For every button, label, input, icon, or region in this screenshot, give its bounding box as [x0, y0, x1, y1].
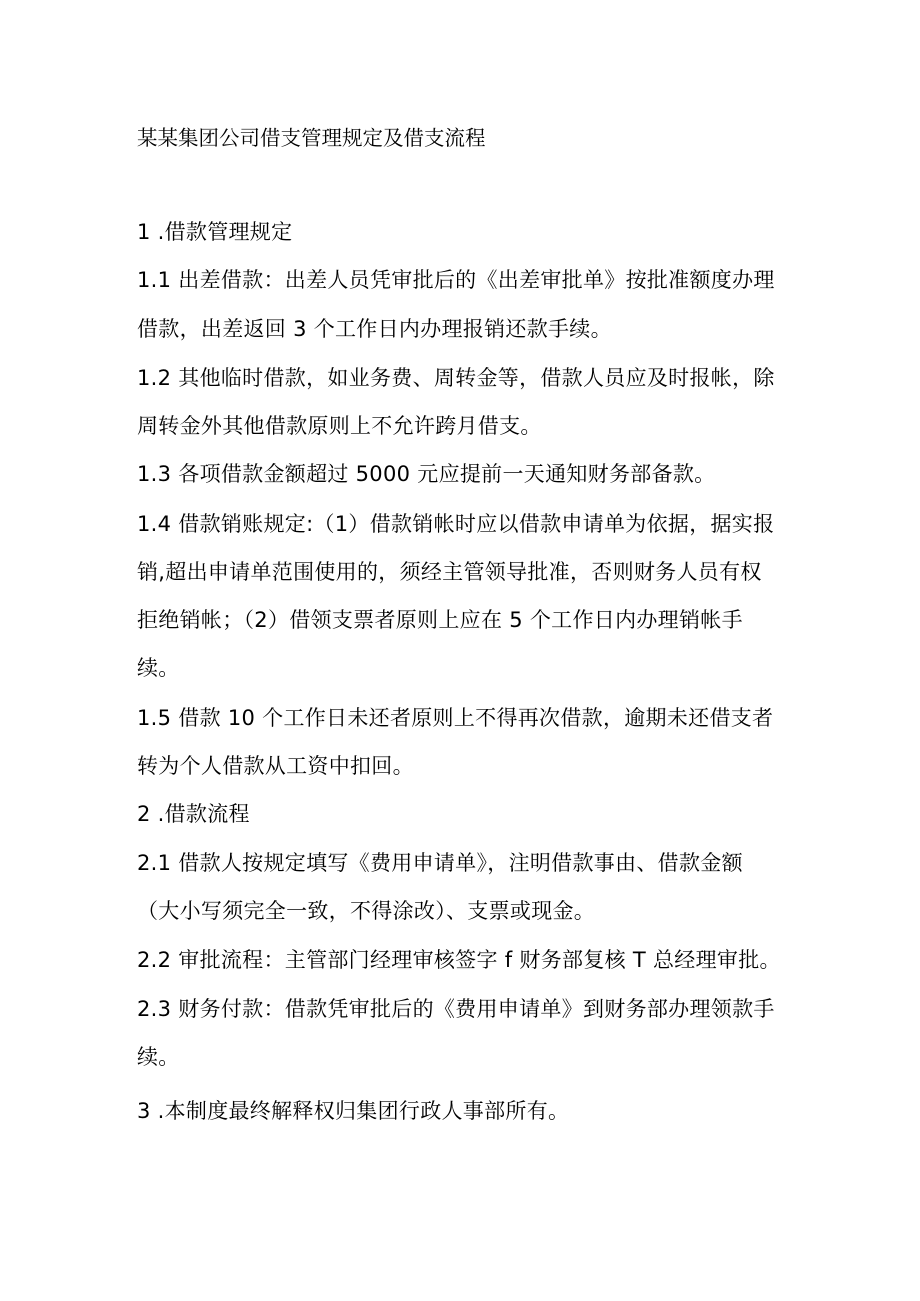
paragraph-line: 1.2 其他临时借款，如业务费、周转金等，借款人员应及时报帐，除 — [137, 366, 775, 390]
section-heading: 3 .本制度最终解释权归集团行政人事部所有。 — [137, 1099, 570, 1123]
paragraph-line: （大小写须完全一致，不得涂改）、支票或现金。 — [137, 899, 596, 923]
document-title: 某某集团公司借支管理规定及借支流程 — [137, 126, 486, 150]
paragraph-line: 借款，出差返回 3 个工作日内办理报销还款手续。 — [137, 317, 612, 341]
paragraph-line: 续。 — [137, 656, 180, 680]
section-heading: 1 .借款管理规定 — [137, 220, 293, 244]
paragraph-line: 1.1 出差借款：出差人员凭审批后的《出差审批单》按批准额度办理 — [137, 268, 775, 292]
paragraph-line: 1.5 借款 10 个工作日未还者原则上不得再次借款，逾期未还借支者 — [137, 706, 774, 730]
paragraph-line: 1.3 各项借款金额超过 5000 元应提前一天通知财务部备款。 — [137, 462, 716, 486]
paragraph-line: 转为个人借款从工资中扣回。 — [137, 754, 414, 778]
paragraph-line: 1.4 借款销账规定:（1）借款销帐时应以借款申请单为依据，据实报 — [137, 512, 775, 536]
paragraph-line: 拒绝销帐；（2）借领支票者原则上应在 5 个工作日内办理销帐手 — [137, 608, 743, 632]
paragraph-line: 2.1 借款人按规定填写《费用申请单》，注明借款事由、借款金额 — [137, 851, 743, 875]
section-heading: 2 .借款流程 — [137, 802, 250, 826]
paragraph-line: 周转金外其他借款原则上不允许跨月借支。 — [137, 414, 542, 438]
paragraph-line: 续。 — [137, 1045, 180, 1069]
paragraph-line: 2.2 审批流程：主管部门经理审核签字 f 财务部复核 T 总经理审批。 — [137, 948, 781, 972]
paragraph-line: 销,超出申请单范围使用的，须经主管领导批准，否则财务人员有权 — [137, 560, 762, 584]
paragraph-line: 2.3 财务付款：借款凭审批后的《费用申请单》到财务部办理领款手 — [137, 997, 775, 1021]
